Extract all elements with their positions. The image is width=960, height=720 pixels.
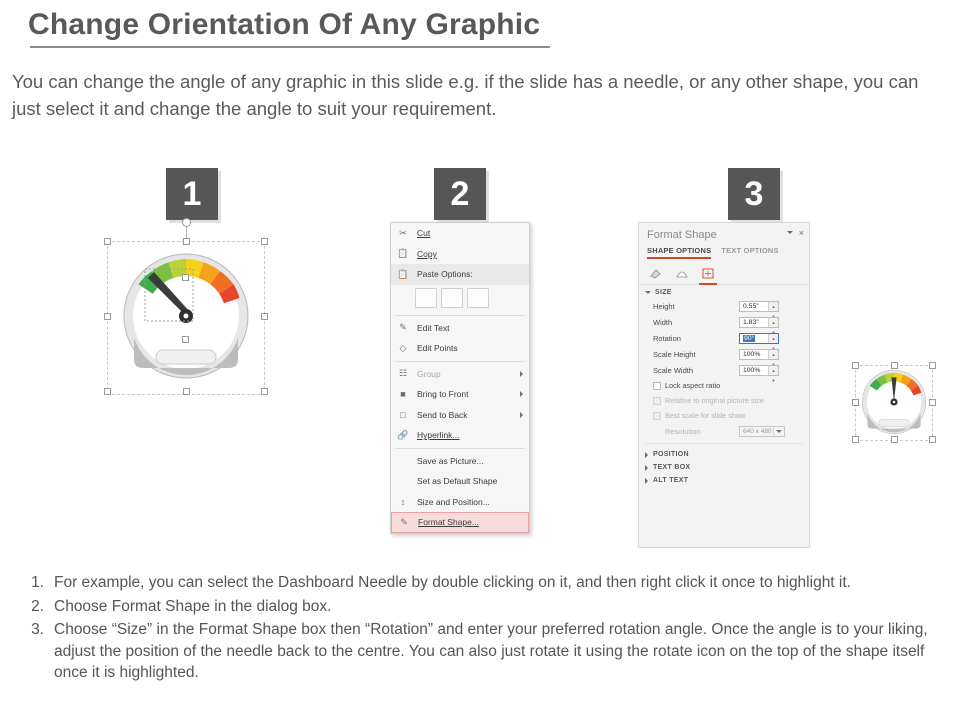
clipboard-icon: 📋 [397, 268, 409, 279]
chevron-down-icon [645, 291, 651, 294]
height-value: 0.55" [743, 302, 759, 310]
section-alt-text-header[interactable] [639, 474, 809, 487]
menu-item-label: Save as Picture... [417, 455, 484, 466]
resize-handle-sw[interactable] [104, 388, 111, 395]
stepper-up[interactable]: ▲ [771, 351, 776, 357]
chevron-right-icon [645, 465, 648, 471]
chevron-down-icon[interactable] [773, 427, 784, 436]
list-item-number: 2. [31, 597, 44, 615]
pane-icon-tabs[interactable] [639, 263, 809, 285]
list-item-text: Choose Format Shape in the dialog box. [54, 597, 332, 615]
menu-item-set-as-default-shape[interactable] [391, 471, 529, 492]
resize-handle-e[interactable] [929, 399, 936, 406]
section-size-header[interactable] [639, 285, 809, 298]
resize-handle-ne[interactable] [261, 238, 268, 245]
section-size-label: SIZE [655, 289, 672, 296]
menu-item-label: Bring to Front [417, 389, 469, 400]
format-shape-pane[interactable] [638, 222, 810, 548]
stepper-buttons[interactable] [768, 334, 778, 343]
resize-handle-n[interactable] [183, 238, 190, 245]
pane-title: Format Shape [647, 229, 717, 241]
pane-tabs[interactable] [639, 245, 809, 263]
resize-handle-se[interactable] [929, 436, 936, 443]
resize-handle-w[interactable] [104, 313, 111, 320]
stepper-buttons[interactable] [768, 302, 778, 311]
gauge-graphic-result[interactable] [852, 362, 936, 444]
menu-item-paste-options[interactable] [391, 264, 529, 285]
menu-item-group [391, 364, 529, 385]
resize-handle-se[interactable] [261, 388, 268, 395]
rotate-stem [186, 226, 187, 238]
checkbox-lock-aspect-ratio[interactable] [639, 378, 809, 393]
checkbox-best-scale-for-slide-show [639, 408, 809, 423]
list-item-text: Choose “Size” in the Format Shape box then “Rotation” and enter your preferred rotation angle. Once the angle is to your liking, adjust the position of the needle back to the centre. You can also just rotate it using the rotate icon on the top of the shape itself once it is highlighted. [54, 621, 928, 681]
fill-line-icon[interactable] [649, 267, 663, 280]
width-stepper[interactable] [739, 317, 779, 328]
stepper-up[interactable]: ▲ [771, 303, 776, 309]
menu-item-format-shape[interactable] [391, 512, 529, 533]
send-back-icon: □ [400, 409, 406, 420]
property-resolution [639, 423, 809, 439]
stepper-up[interactable]: ▲ [771, 335, 776, 341]
property-rotation[interactable] [639, 330, 809, 346]
section-text-box-header[interactable] [639, 461, 809, 474]
paste-option-icons[interactable] [391, 285, 529, 313]
bring-front-icon: ■ [400, 389, 406, 400]
list-item-number: 1. [31, 574, 44, 591]
scale-height-value: 100% [743, 350, 761, 358]
rotation-value: 90° [744, 334, 755, 342]
stepper-up[interactable]: ▲ [771, 319, 776, 325]
resolution-select[interactable] [739, 426, 785, 437]
menu-item-label: Edit Text [417, 322, 450, 333]
edit-text-icon: ✎ [399, 322, 407, 333]
scale-width-value: 100% [743, 366, 761, 374]
list-item [10, 619, 950, 684]
stepper-buttons[interactable] [768, 366, 778, 383]
paste-merge-formatting-icon[interactable] [441, 288, 463, 308]
menu-item-label: Format Shape... [418, 517, 479, 528]
checkbox-label: Lock aspect ratio [665, 381, 721, 390]
resize-handle-s[interactable] [891, 436, 898, 443]
menu-item-hyperlink[interactable] [391, 425, 529, 446]
selection-handles[interactable] [852, 362, 936, 444]
menu-item-save-as-picture[interactable] [391, 451, 529, 472]
menu-item-label: Hyperlink... [417, 430, 460, 441]
resize-handle-sw[interactable] [852, 436, 859, 443]
list-item [10, 572, 950, 594]
resize-handle-s[interactable] [183, 388, 190, 395]
width-value: 1.83" [743, 318, 759, 326]
stepper-buttons[interactable] [768, 350, 778, 359]
paste-keep-formatting-icon[interactable] [415, 288, 437, 308]
property-label: Scale Width [653, 365, 694, 375]
section-alt-text-label: ALT TEXT [653, 477, 689, 484]
needle-handle-n[interactable] [182, 274, 189, 281]
effects-icon[interactable] [675, 267, 689, 280]
page-subtitle: You can change the angle of any graphic in this slide e.g. if the slide has a needle, or any other shape, you can just select it and change the angle to suit your requirement. [12, 71, 919, 119]
step-badge-2: 2 [434, 168, 486, 220]
needle-handle-s[interactable] [182, 336, 189, 343]
stepper-up[interactable]: ▲ [771, 367, 776, 373]
menu-item-label: Set as Default Shape [417, 476, 498, 487]
rotate-handle[interactable] [182, 218, 191, 227]
tab-shape-options[interactable]: SHAPE OPTIONS [647, 246, 711, 259]
menu-separator [395, 315, 525, 316]
menu-item-size-and-position[interactable] [391, 492, 529, 513]
scale-height-stepper[interactable] [739, 349, 779, 360]
property-height[interactable] [639, 298, 809, 314]
list-item [10, 596, 950, 618]
menu-item-label: Copy [417, 248, 437, 259]
menu-item-edit-text[interactable] [391, 318, 529, 339]
menu-item-label: Paste Options: [417, 269, 473, 280]
size-properties-icon[interactable] [701, 267, 715, 280]
menu-item-label: Group [417, 368, 441, 379]
tab-text-options[interactable]: TEXT OPTIONS [721, 246, 779, 255]
page-title: Change Orientation Of Any Graphic [28, 8, 541, 41]
checkbox-label: Best scale for slide show [665, 411, 746, 420]
property-label: Height [653, 301, 675, 311]
section-position-header[interactable] [639, 448, 809, 461]
menu-item-copy[interactable] [391, 244, 529, 265]
section-text-box-label: TEXT BOX [653, 464, 691, 471]
chevron-right-icon [645, 478, 648, 484]
menu-item-label: Send to Back [417, 409, 468, 420]
scissors-icon: ✂ [399, 227, 407, 238]
property-label: Scale Height [653, 349, 696, 359]
section-position-label: POSITION [653, 451, 689, 458]
chevron-right-icon [520, 371, 523, 377]
format-shape-icon: ✎ [400, 516, 408, 527]
menu-item-label: Cut [417, 228, 431, 239]
size-position-icon: ↕ [400, 496, 406, 507]
property-label: Resolution [665, 426, 701, 436]
property-scale-width[interactable] [639, 362, 809, 383]
step-badge-1: 1 [166, 168, 218, 220]
edit-points-icon: ◇ [399, 342, 407, 353]
menu-item-label: Edit Points [417, 343, 458, 354]
checkbox-icon [653, 412, 661, 420]
chevron-right-icon [645, 452, 648, 458]
height-stepper[interactable] [739, 301, 779, 312]
pane-divider [645, 443, 803, 444]
checkbox-icon[interactable] [653, 382, 661, 390]
menu-item-bring-to-front[interactable] [391, 384, 529, 405]
scale-width-stepper[interactable] [739, 365, 779, 383]
paste-picture-icon[interactable] [467, 288, 489, 308]
menu-separator [395, 448, 525, 449]
resize-handle-w[interactable] [852, 399, 859, 406]
menu-separator [395, 361, 525, 362]
menu-item-send-to-back[interactable] [391, 405, 529, 426]
property-width[interactable] [639, 314, 809, 330]
resize-handle-ne[interactable] [929, 362, 936, 369]
menu-item-label: Size and Position... [417, 496, 490, 507]
resize-handle-nw[interactable] [852, 362, 859, 369]
pane-header [639, 223, 809, 245]
property-scale-height[interactable] [639, 346, 809, 362]
property-label: Rotation [653, 333, 681, 343]
menu-item-cut[interactable] [391, 223, 529, 244]
resize-handle-n[interactable] [891, 362, 898, 369]
resolution-value: 640 x 480 [743, 427, 772, 435]
close-icon[interactable]: × [798, 228, 804, 238]
step-badge-3: 3 [728, 168, 780, 220]
menu-item-edit-points[interactable] [391, 338, 529, 359]
property-label: Width [653, 317, 673, 327]
checkbox-relative-to-original-picture-size [639, 393, 809, 408]
chevron-right-icon [520, 391, 523, 397]
resize-handle-nw[interactable] [104, 238, 111, 245]
checkbox-label: Relative to original picture size [665, 396, 764, 405]
instruction-list [10, 572, 950, 686]
chevron-down-icon[interactable] [787, 231, 793, 234]
gauge-graphic-selected[interactable] [104, 238, 268, 398]
resize-handle-e[interactable] [261, 313, 268, 320]
checkbox-icon [653, 397, 661, 405]
hyperlink-icon: 🔗 [397, 429, 409, 440]
copy-icon: 📋 [397, 248, 409, 259]
group-icon: ☷ [398, 368, 408, 379]
chevron-right-icon [520, 412, 523, 418]
list-item-number: 3. [31, 621, 44, 638]
rotation-stepper[interactable] [739, 333, 779, 344]
list-item-text: For example, you can select the Dashboard Needle by double clicking on it, and then right click it once to highlight it. [54, 574, 851, 591]
stepper-buttons[interactable] [768, 318, 778, 327]
context-menu[interactable] [390, 222, 530, 534]
title-underline [30, 46, 550, 48]
stepper-down[interactable]: ▼ [771, 377, 776, 383]
selection-handles[interactable] [104, 238, 268, 398]
